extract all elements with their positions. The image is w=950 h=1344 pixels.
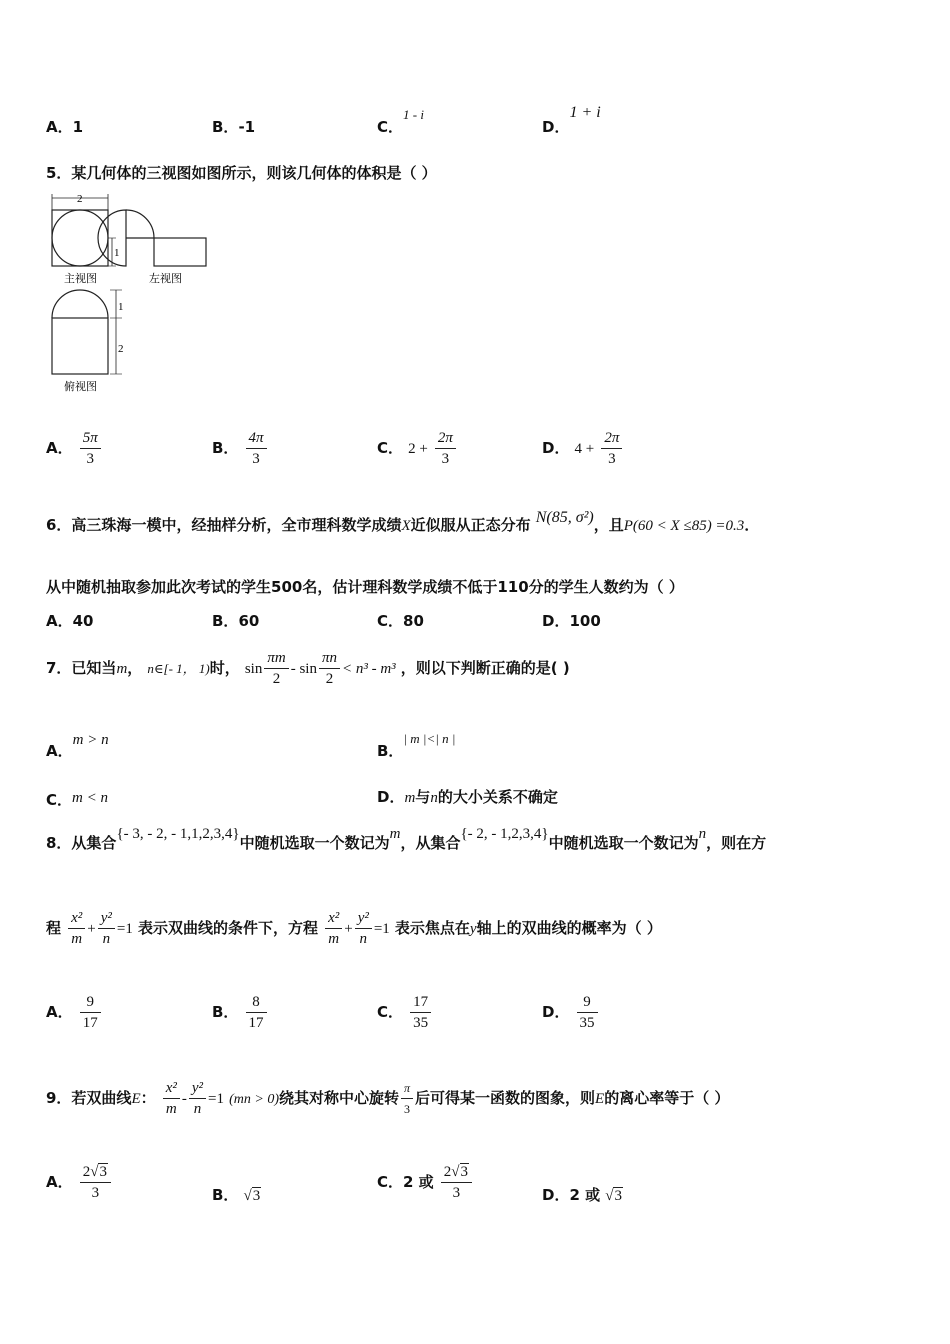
q8-stem-line2: 程 $\frac{\text{x²}}{m}$ + $\frac{\text{y²}}{n}$ =1 表示双曲线的条件下，方程 $\frac{\text{x²}}{m}$ + $\frac{\text{y²}}{n}$ =1 表示焦点在y轴上的双曲线的概率为（ ） <box>46 910 662 947</box>
q4-option-c <box>377 103 424 136</box>
fraction: $\frac{4\pi}{3}$ <box>246 428 267 469</box>
option-letter: D． <box>542 439 570 457</box>
option-prefix: 2 + <box>408 441 428 457</box>
fraction: $\frac{\text{x²}}{m}$ <box>163 1078 180 1119</box>
q7-option-a: A．m > n <box>46 732 109 760</box>
option-letter: C． <box>377 439 404 457</box>
fraction: $\frac{\text{y²}}{n}$ <box>189 1078 206 1119</box>
option-letter: B． <box>212 118 239 136</box>
q8-stem-line1: 8．从集合{- 3, - 2, - 1,1,2,3,4}中随机选取一个数记为m，从集合{- 2, - 1,2,3,4}中随机选取一个数记为n，则在方 <box>46 826 767 852</box>
dim-top-rect-label: 2 <box>118 343 124 355</box>
q6-option-d: D．100 <box>542 612 601 630</box>
q8-option-a: A． $\frac{9}{17}$ <box>46 992 103 1033</box>
q5-option-d <box>542 428 624 469</box>
q9-stem: 9．若双曲线E： $\frac{\text{x²}}{m}$ - $\frac{\text{y²}}{n}$ =1 (mn > 0)绕其对称中心旋转 $\frac{\pi}{3}$ 后可得某一函数的图象，则E的离心率等于（ ） <box>46 1080 730 1117</box>
fraction: $\frac{\pi n}{2}$ <box>319 648 340 689</box>
q4-option-b <box>212 116 255 137</box>
q8-option-d: D． $\frac{9}{35}$ <box>542 992 600 1033</box>
q9-option-a: A． $\frac{2√3}{3}$ <box>46 1162 113 1203</box>
q7-option-b: B．| m |<| n | <box>377 731 456 760</box>
q7-option-d: D．m与n的大小关系不确定 <box>377 788 558 806</box>
q6-option-b: B．60 <box>212 612 260 630</box>
q9-option-c: C．2 或 $\frac{2√3}{3}$ <box>377 1162 474 1203</box>
dim-width-label: 2 <box>77 193 83 205</box>
q5-option-a <box>46 428 103 469</box>
fraction: $\frac{\text{y²}}{n}$ <box>355 908 372 949</box>
side-view-label: 左视图 <box>149 273 182 285</box>
q8-option-c: C． $\frac{17}{35}$ <box>377 992 433 1033</box>
q5-stem: 5．某几何体的三视图如图所示，则该几何体的体积是（ ） <box>46 164 437 182</box>
option-letter: D． <box>542 118 570 136</box>
q6-line2: 从中随机抽取参加此次考试的学生500名，估计理科数学成绩不低于110分的学生人数约为（ ） <box>46 578 684 596</box>
option-letter: B． <box>212 439 239 457</box>
three-view-figure <box>44 190 224 400</box>
fraction: $\frac{8}{17}$ <box>246 992 267 1033</box>
fraction: $\frac{5\pi}{3}$ <box>80 428 101 469</box>
dim-top-semicircle-label: 1 <box>118 301 124 313</box>
q5-option-b <box>212 428 269 469</box>
q4-option-a <box>46 116 83 137</box>
fraction: $\frac{2\pi}{3}$ <box>435 428 456 469</box>
normal-distribution: N(85, σ²) <box>535 509 594 526</box>
fraction: $\frac{\text{y²}}{n}$ <box>98 908 115 949</box>
set-1: {- 3, - 2, - 1,1,2,3,4} <box>116 826 240 842</box>
q7-stem: 7．已知当m， n∈[- 1， 1)时， sin $\frac{\pi m}{2}$ - sin $\frac{\pi n}{2}$ < n³ - m³ ，则以下判断正确的是( ) <box>46 650 570 687</box>
fraction: $\frac{2√3}{3}$ <box>80 1162 111 1203</box>
top-view <box>52 290 122 374</box>
fraction: $\frac{\pi m}{2}$ <box>264 648 288 689</box>
option-letter: A． <box>46 439 73 457</box>
fraction: $\frac{\text{x²}}{m}$ <box>68 908 85 949</box>
probability-expr: P(60 < X ≤85) =0.3 <box>623 518 745 534</box>
fraction: $\frac{\pi}{3}$ <box>401 1078 413 1119</box>
fraction: $\frac{\text{x²}}{m}$ <box>325 908 342 949</box>
q7-option-c: C．m < n <box>46 790 108 809</box>
q9-option-b: B． √3 <box>212 1186 261 1204</box>
option-letter: C． <box>377 118 404 136</box>
front-view <box>52 194 116 266</box>
fraction: $\frac{17}{35}$ <box>410 992 431 1033</box>
option-value: 1 - i <box>403 107 424 122</box>
set-2: {- 2, - 1,2,3,4} <box>460 826 549 842</box>
q6-option-c: C．80 <box>377 612 424 630</box>
option-value: 1 + i <box>569 104 601 121</box>
fraction: $\frac{9}{17}$ <box>80 992 101 1033</box>
q9-option-d: D．2 或 √3 <box>542 1186 622 1204</box>
option-letter: A． <box>46 118 73 136</box>
front-view-label: 主视图 <box>64 273 97 285</box>
fraction: $\frac{9}{35}$ <box>577 992 598 1033</box>
fraction: $\frac{2\pi}{3}$ <box>601 428 622 469</box>
top-view-label: 俯视图 <box>64 381 97 393</box>
option-prefix: 4 + <box>574 441 595 457</box>
q8-option-b: B． $\frac{8}{17}$ <box>212 992 269 1033</box>
q4-option-d <box>542 101 601 136</box>
fraction: $\frac{2√3}{3}$ <box>441 1162 472 1203</box>
option-value: 1 <box>72 118 84 136</box>
q6-line1: 6．高三珠海一模中，经抽样分析，全市理科数学成绩X近似服从正态分布 N(85, σ²)，且P(60 < X ≤85) =0.3． <box>46 509 760 534</box>
q5-option-c <box>377 428 458 469</box>
dim-front-height-label: 1 <box>114 247 120 259</box>
q6-option-a: A．40 <box>46 612 94 630</box>
option-value: -1 <box>238 118 256 136</box>
